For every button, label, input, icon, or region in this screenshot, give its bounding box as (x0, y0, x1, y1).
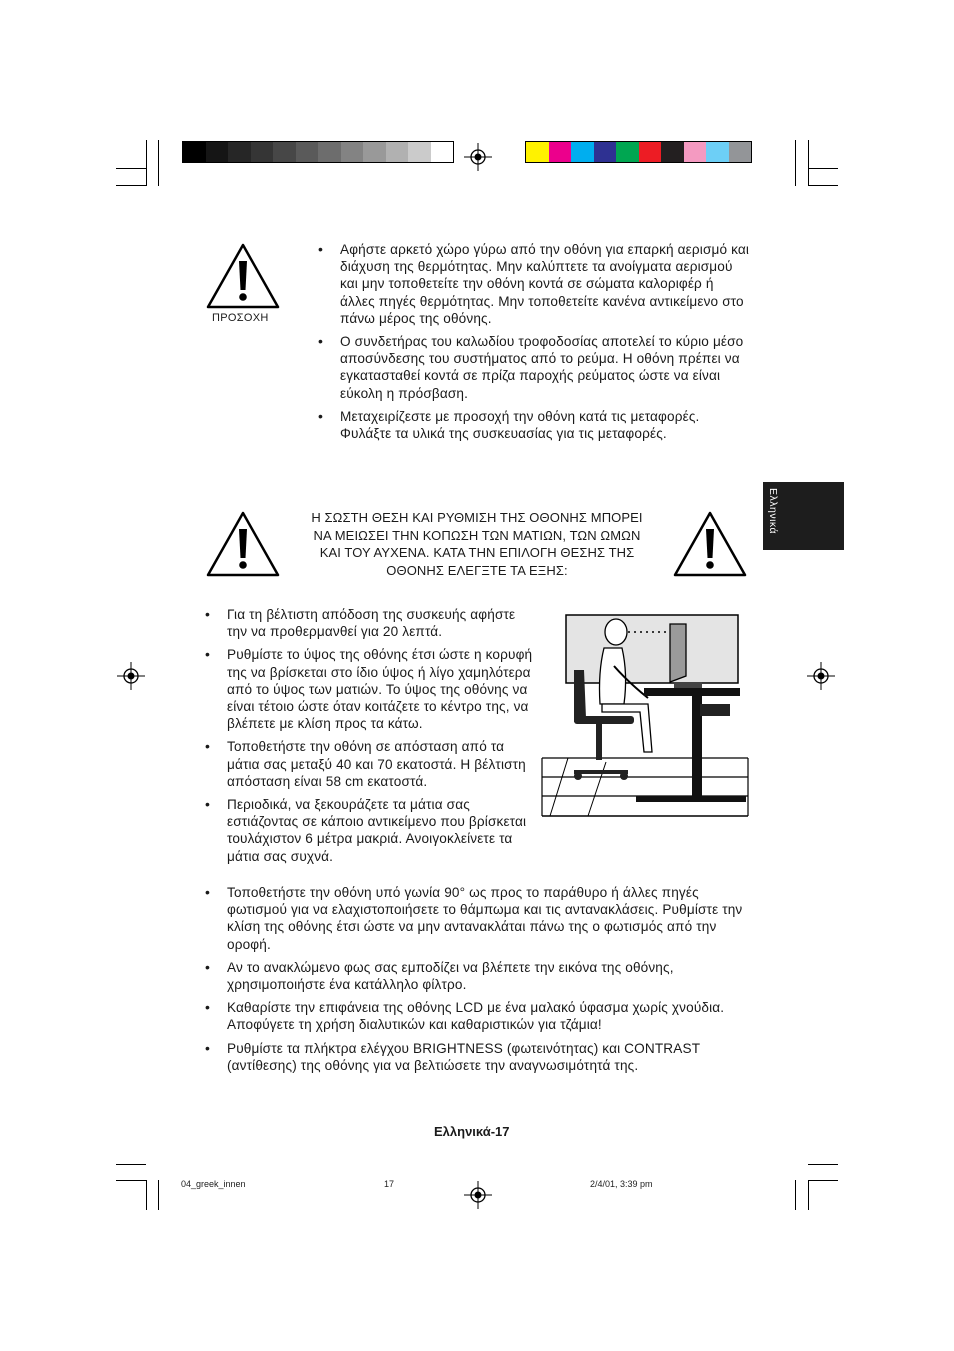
color-swatch (431, 142, 454, 162)
footer-page: 17 (384, 1179, 395, 1189)
color-swatch (341, 142, 364, 162)
color-swatch (729, 142, 752, 162)
ergonomic-tips-list-narrow (205, 606, 539, 871)
warning-triangle-icon (205, 242, 281, 310)
color-swatch (706, 142, 729, 162)
color-swatch (251, 142, 274, 162)
color-swatch (228, 142, 251, 162)
list-item: • Αν το ανακλώμενο φως σας εμποδίζει να βλέπετε την εικόνα της οθόνης, χρησιμοποιήστε ένα κατάλληλο φίλτρο. (205, 959, 745, 993)
list-item: • Καθαρίστε την επιφάνεια της οθόνης LCD με ένα μαλακό ύφασμα χωρίς χνούδια. Αποφύγετε τη χρήση διαλυτικών και καθαριστικών για τζάμια! (205, 999, 745, 1033)
footer-date: 2/4/01, 3:39 pm (590, 1179, 653, 1189)
color-swatch (296, 142, 319, 162)
list-item: • Αφήστε αρκετό χώρο γύρω από την οθόνη για επαρκή αερισμό και διάχυση της θερμότητας. Μην καλύπτετε τα ανοίγματα αερισμού και μην τοποθετείτε την οθόνη κοντά σε σώματα καλοριφέρ ή άλλες πηγές θερμότητας. Μην τοποθετείτε κανένα αντικείμενο στο πάνω μέρος της οθόνης. (318, 241, 750, 327)
color-swatch (206, 142, 229, 162)
page-number: Ελληνικά-17 (434, 1124, 510, 1139)
warning-triangle-icon (672, 510, 748, 578)
color-swatch (616, 142, 639, 162)
color-swatch (594, 142, 617, 162)
registration-target-icon (807, 662, 835, 690)
list-item: • Ρυθμίστε το ύψος της οθόνης έτσι ώστε η κορυφή της να βρίσκεται στο ίδιο ύψος ή λίγο χαμηλότερα από το ύψος των ματιών. Το ύψος της οθόνης να είναι τέτοιο ώστε όταν κοιτάζετε το κέντρο της, να βλέπετε με κλίση προς τα κάτω. (205, 646, 539, 732)
color-swatch (318, 142, 341, 162)
color-swatch (639, 142, 662, 162)
color-swatch (273, 142, 296, 162)
color-swatch (363, 142, 386, 162)
color-swatch (684, 142, 707, 162)
color-calibration-bar (525, 141, 752, 163)
footer-filename: 04_greek_innen (181, 1179, 246, 1189)
color-swatch (571, 142, 594, 162)
color-swatch (661, 142, 684, 162)
caution-label: ΠΡΟΣΟΧΗ (212, 312, 269, 324)
language-tab (763, 482, 844, 550)
ergonomic-tips-list-wide (205, 884, 745, 1080)
color-swatch (549, 142, 572, 162)
color-swatch (408, 142, 431, 162)
registration-target-icon (464, 143, 492, 171)
list-item: • Ο συνδετήρας του καλωδίου τροφοδοσίας αποτελεί το κύριο μέσο αποσύνδεσης του συστήματος από το ρεύμα. Η οθόνη πρέπει να εγκατασταθεί κοντά σε πρίζα παροχής ρεύματος ώστε να είναι εύκολη η πρόσβαση. (318, 333, 750, 402)
color-swatch (183, 142, 206, 162)
list-item: • Ρυθμίστε τα πλήκτρα ελέγχου BRIGHTNESS (φωτεινότητας) και CONTRAST (αντίθεσης) της οθόνης για να βελτιώσετε την αναγνωσιμότητά της. (205, 1040, 745, 1074)
safety-instructions-list (318, 241, 750, 448)
grayscale-calibration-bar (182, 141, 454, 163)
color-swatch (526, 142, 549, 162)
registration-target-icon (464, 1181, 492, 1209)
list-item: • Περιοδικά, να ξεκουράζετε τα μάτια σας εστιάζοντας σε κάποιο αντικείμενο που βρίσκεται τουλάχιστον 6 μέτρα μακριά. Ανοιγοκλείνετε τα μάτια σας συχνά. (205, 796, 539, 865)
posture-warning: Η ΣΩΣΤΗ ΘΕΣΗ ΚΑΙ ΡΥΘΜΙΣΗ ΤΗΣ ΟΘΟΝΗΣ ΜΠΟΡΕΙ ΝΑ ΜΕΙΩΣΕΙ ΤΗΝ ΚΟΠΩΣΗ ΤΩΝ ΜΑΤΙΩΝ, ΤΩΝ ΩΜΩΝ ΚΑΙ ΤΟΥ ΑΥΧΕΝΑ. ΚΑΤΑ ΤΗΝ ΕΠΙΛΟΓΗ ΘΕΣΗΣ ΤΗΣ ΟΘΟΝΗΣ ΕΛΕΓΞΤΕ ΤΑ ΕΞΗΣ: (311, 510, 643, 578)
ergonomic-workstation-illustration (540, 612, 750, 818)
list-item: • Τοποθετήστε την οθόνη σε απόσταση από τα μάτια σας μεταξύ 40 και 70 εκατοστά. Η βέλτιστη απόσταση είναι 58 cm εκατοστά. (205, 738, 539, 790)
language-tab-label: Ελληνικά (767, 488, 779, 535)
list-item: • Τοποθετήστε την οθόνη υπό γωνία 90° ως προς το παράθυρο ή άλλες πηγές φωτισμού για να ελαχιστοποιήσετε το θάμπωμα και τις αντανακλάσεις. Ρυθμίστε την κλίση της οθόνης έτσι ώστε να μην αντανακλάται πάνω της ο φωτισμός από την οροφή. (205, 884, 745, 953)
color-swatch (386, 142, 409, 162)
registration-target-icon (117, 662, 145, 690)
list-item: • Για τη βέλτιστη απόδοση της συσκευής αφήστε την να προθερμανθεί για 20 λεπτά. (205, 606, 539, 640)
list-item: • Μεταχειρίζεστε με προσοχή την οθόνη κατά τις μεταφορές. Φυλάξτε τα υλικά της συσκευασίας για τις μεταφορές. (318, 408, 750, 442)
warning-triangle-icon (205, 510, 281, 578)
